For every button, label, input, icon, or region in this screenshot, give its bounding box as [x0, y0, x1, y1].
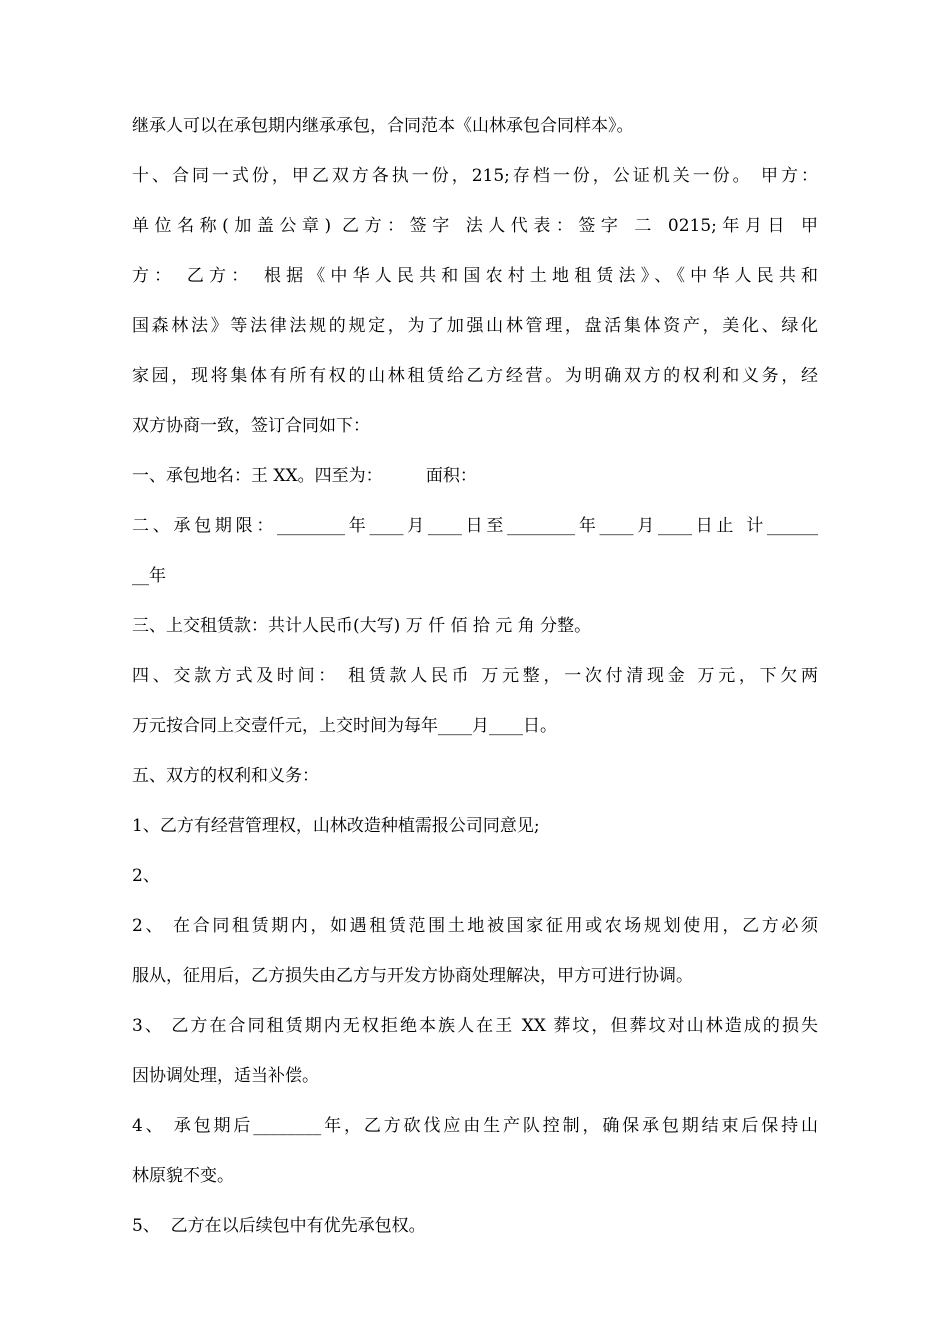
text-line: 十、合同一式份，甲乙双方各执一份，215;存档一份，公证机关一份。 甲方： — [132, 166, 818, 186]
text-line: 1、乙方有经营管理权，山林改造种植需报公司同意见; — [132, 816, 540, 836]
text-line: 2、 在合同租赁期内，如遇租赁范围土地被国家征用或农场规划使用，乙方必须 — [132, 916, 818, 936]
text-line: 服从，征用后，乙方损失由乙方与开发方协商处理解决，甲方可进行协调。 — [132, 966, 693, 986]
text-line: 五、双方的权利和义务： — [132, 766, 319, 786]
text-line: 四、交款方式及时间： 租赁款人民币 万元整，一次付清现金 万元，下欠两 — [132, 666, 818, 686]
text-line: 二、承包期限：________年____月____日至________年____月____日止 计______ — [132, 516, 818, 536]
text-line: 万元按合同上交壹仟元，上交时间为每年____月____日。 — [132, 716, 557, 736]
text-line: 家园，现将集体有所有权的山林租赁给乙方经营。为明确双方的权利和义务，经 — [132, 366, 818, 386]
text-line: 4、 承包期后________年，乙方砍伐应由生产队控制，确保承包期结束后保持山 — [132, 1116, 818, 1136]
text-line: 单位名称(加盖公章) 乙方：签字 法人代表：签字 二 0215;年月日 甲 — [132, 216, 818, 236]
text-line: 国森林法》等法律法规的规定，为了加强山林管理，盘活集体资产，美化、绿化 — [132, 316, 818, 336]
text-line: 一、承包地名：王 XX。四至为： 面积： — [132, 466, 477, 486]
text-line: 继承人可以在承包期内继承承包，合同范本《山林承包合同样本》。 — [132, 116, 634, 136]
text-line: 双方协商一致，签订合同如下： — [132, 416, 370, 436]
text-line: 三、上交租赁款：共计人民币(大写) 万 仟 佰 拾 元 角 分整。 — [132, 616, 592, 636]
text-line: 3、 乙方在合同租赁期内无权拒绝本族人在王 XX 葬坟，但葬坟对山林造成的损失 — [132, 1016, 818, 1036]
text-line: 林原貌不变。 — [132, 1166, 234, 1186]
text-line: 5、 乙方在以后续包中有优先承包权。 — [132, 1216, 426, 1236]
text-line: __年 — [132, 566, 166, 586]
text-line: 2、 — [132, 866, 160, 886]
text-line: 因协调处理，适当补偿。 — [132, 1066, 319, 1086]
text-line: 方： 乙方： 根据《中华人民共和国农村土地租赁法》、《中华人民共和 — [132, 266, 818, 286]
